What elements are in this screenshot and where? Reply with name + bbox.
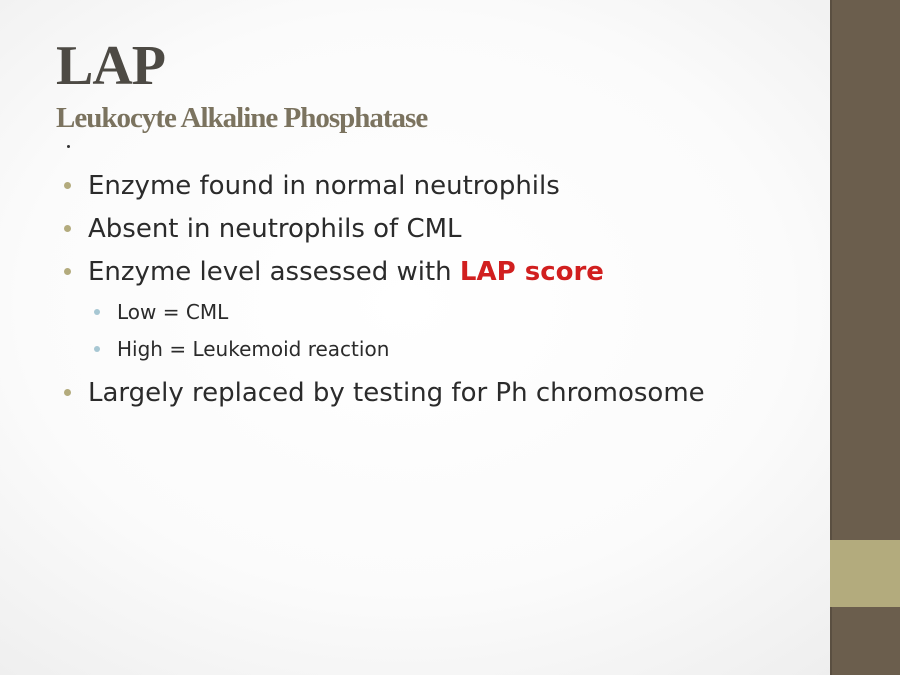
slide-subtitle: Leukocyte Alkaline Phosphatase bbox=[56, 102, 428, 134]
bullet-dot-icon bbox=[64, 268, 71, 275]
side-accent-block bbox=[830, 540, 900, 607]
sub-bullet-item bbox=[64, 293, 705, 330]
bullet-text: Enzyme found in normal neutrophils bbox=[88, 170, 560, 201]
bullet-dot-icon bbox=[64, 182, 71, 189]
bullet-item bbox=[64, 207, 705, 250]
bullet-dot-icon bbox=[64, 225, 71, 232]
bullet-dot-icon bbox=[64, 389, 71, 396]
bullet-list bbox=[64, 164, 705, 414]
bullet-item bbox=[64, 371, 705, 414]
sub-bullet-text: High = Leukemoid reaction bbox=[117, 336, 390, 361]
bullet-item bbox=[64, 250, 705, 293]
slide-title: LAP bbox=[56, 35, 165, 97]
bullet-text: Largely replaced by testing for Ph chromosome bbox=[88, 377, 705, 408]
bullet-item bbox=[64, 164, 705, 207]
bullet-highlight: LAP score bbox=[459, 256, 604, 287]
sub-bullet-text: Low = CML bbox=[117, 299, 229, 324]
sub-bullet-dot-icon bbox=[94, 309, 100, 315]
stray-dot bbox=[67, 145, 70, 148]
bullet-text: Absent in neutrophils of CML bbox=[88, 213, 462, 244]
sub-bullet-dot-icon bbox=[94, 346, 100, 352]
bullet-text: Enzyme level assessed with bbox=[88, 256, 460, 287]
sub-bullet-item bbox=[64, 330, 705, 367]
